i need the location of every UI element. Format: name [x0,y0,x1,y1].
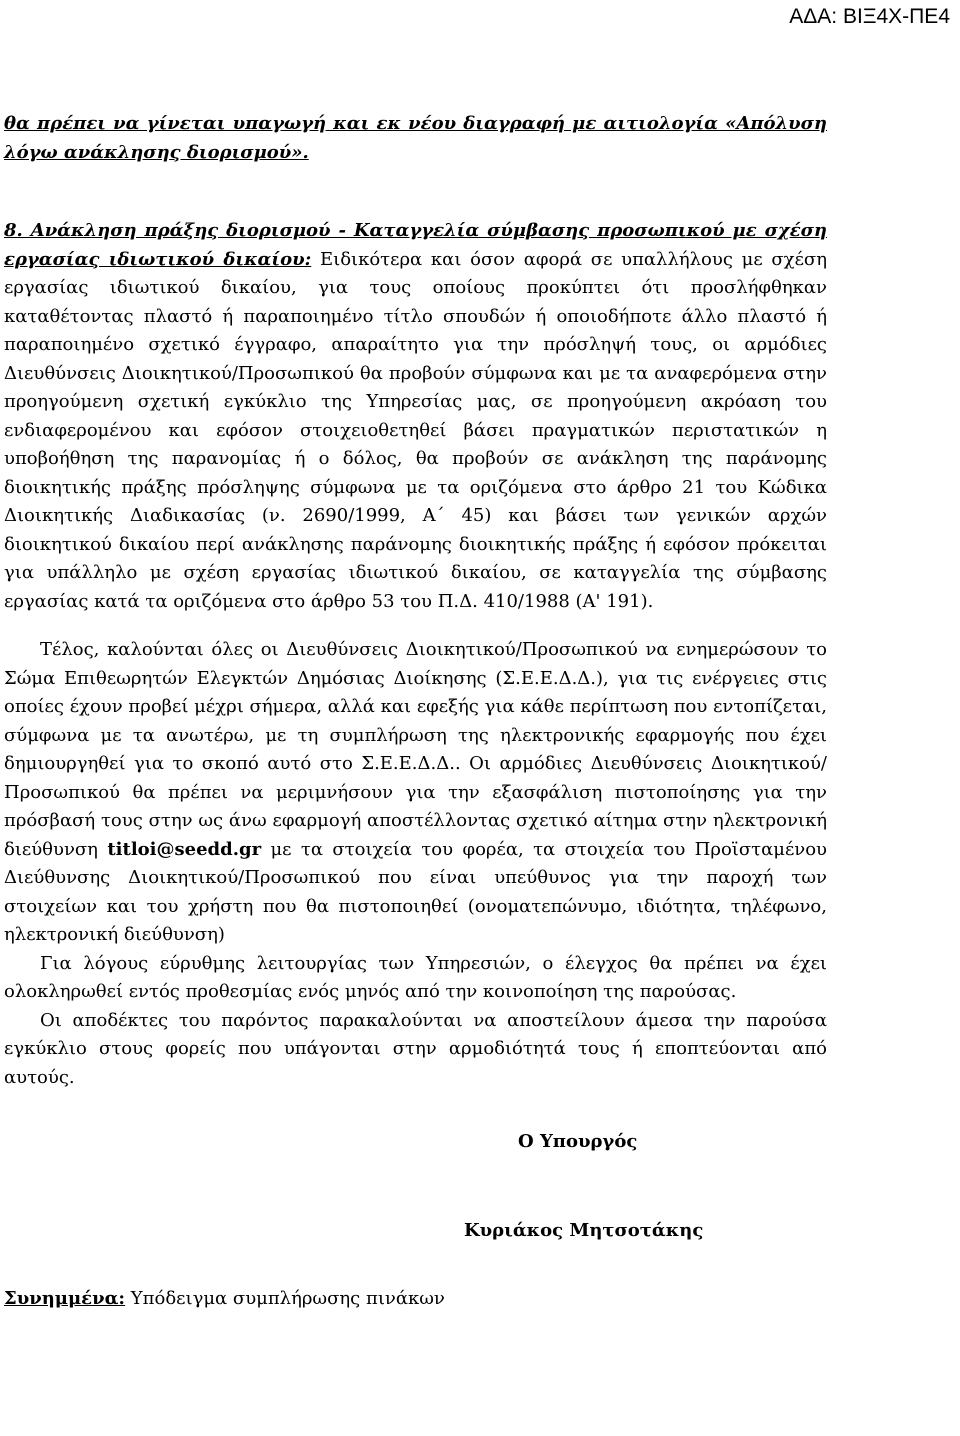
item-8-paragraph [4,217,827,616]
closing-paragraph-2: Για λόγους εύρυθμης λειτουργίας των Υπηρεσιών, ο έλεγχος θα πρέπει να έχει ολοκληρωθεί εντός προθεσμίας ενός μηνός από την κοινοποίηση της παρούσας. [4,952,827,1002]
intro-paragraph: θα πρέπει να γίνεται υπαγωγή και εκ νέου διαγραφή με αιτιολογία «Απόλυση λόγω ανάκλησης διορισμού». [4,113,827,163]
attachments-label: Συνημμένα: [4,1288,126,1309]
attachments-text: Υπόδειγμα συμπλήρωσης πινάκων [125,1288,445,1309]
contact-email: titloi@seedd.gr [107,838,262,860]
item-8-body: Ειδικότερα και όσον αφορά σε υπαλλήλους με σχέση εργασίας ιδιωτικού δικαίου, για τους οποίους προκύπτει ότι προσλήφθηκαν καταθέτοντας πλαστό ή παραποιημένο τίτλο σπουδών ή οποιοδήποτε άλλο πλαστό ή παραποιημένο σχετικό έγγραφο, απαραίτητο για την πρόσληψή τους, οι αρμόδιες Διευθύνσεις Διοικητικού/Προσωπικού θα προβούν σύμφωνα και με τα αναφερόμενα στην προηγούμενη σχετική εγκύκλιο της Υπηρεσίας μας, σε προηγούμενη ακρόαση του ενδιαφερομένου και εφόσον στοιχειοθετηθεί βάσει πραγματικών περιστατικών η υποβοήθηση της παρανομίας ή ο δόλος, θα προβούν σε ανάκληση της παράνομης διοικητικής πράξης πρόσληψης σύμφωνα με τα οριζόμενα στο άρθρο 21 του Κώδικα Διοικητικής Διαδικασίας (ν. 2690/1999, Α΄ 45) και βάσει των γενικών αρχών διοικητικού δικαίου περί ανάκλησης παράνομης διοικητικής πράξης ή εφόσον πρόκειται για υπάλληλο με σχέση εργασίας ιδιωτικού δικαίου, σε καταγγελία της σύμβασης εργασίας κατά τα οριζόμενα στο άρθρο 53 του Π.Δ. 410/1988 (Α' 191). [4,248,827,612]
item-8-heading: 8. Ανάκληση πράξης διορισμού - Καταγγελία σύμβασης προσωπικού με σχέση εργασίας ιδιωτικού δικαίου: [4,220,827,270]
closing-text-before-email: Τέλος, καλούνται όλες οι Διευθύνσεις Διοικητικού/Προσωπικού να ενημερώσουν το Σώμα Επιθεωρητών Ελεγκτών Δημόσιας Διοίκησης (Σ.Ε.Ε.Δ.Δ.), για τις ενέργειες στις οποίες έχουν προβεί μέχρι σήμερα, αλλά και εφεξής για κάθε περίπτωση που εντοπίζεται, σύμφωνα με τα ανωτέρω, με τη συμπλήρωση της ηλεκτρονικής εφαρμογής που έχει δημιουργηθεί για το σκοπό αυτό στο Σ.Ε.Ε.Δ.Δ.. Οι αρμόδιες Διευθύνσεις Διοικητικού/Προσωπικού θα πρέπει να μεριμνήσουν για την εξασφάλιση πιστοποίησης για την πρόσβασή τους στην ως άνω εφαρμογή αποστέλλοντας σχετικό αίτημα στην ηλεκτρονική διεύθυνση [4,639,827,860]
closing-paragraph-1 [4,636,827,950]
attachments-line [4,1287,827,1311]
closing-paragraph-3: Οι αποδέκτες του παρόντος παρακαλούνται να αποστείλουν άμεσα την παρούσα εγκύκλιο στους φορείς που υπάγονται στην αρμοδιότητά τους ή εποπτεύονται από αυτούς. [4,1009,827,1088]
signatory-title: Ο Υπουργός [518,1131,638,1152]
signatory-name: Κυριάκος Μητσοτάκης [464,1219,704,1241]
closing-text-after-email: με τα στοιχεία του φορέα, τα στοιχεία του Προϊσταμένου Διεύθυνσης Διοικητικού/Προσωπικού που είναι υπεύθυνος για την παροχή των στοιχείων και του χρήστη που θα πιστοποιηθεί (ονοματεπώνυμο, ιδιότητα, τηλέφωνο, ηλεκτρονική διεύθυνση) [4,838,828,945]
document-body [4,110,827,1311]
ada-code: ΑΔΑ: ΒΙΞ4Χ-ΠΕ4 [789,5,950,28]
